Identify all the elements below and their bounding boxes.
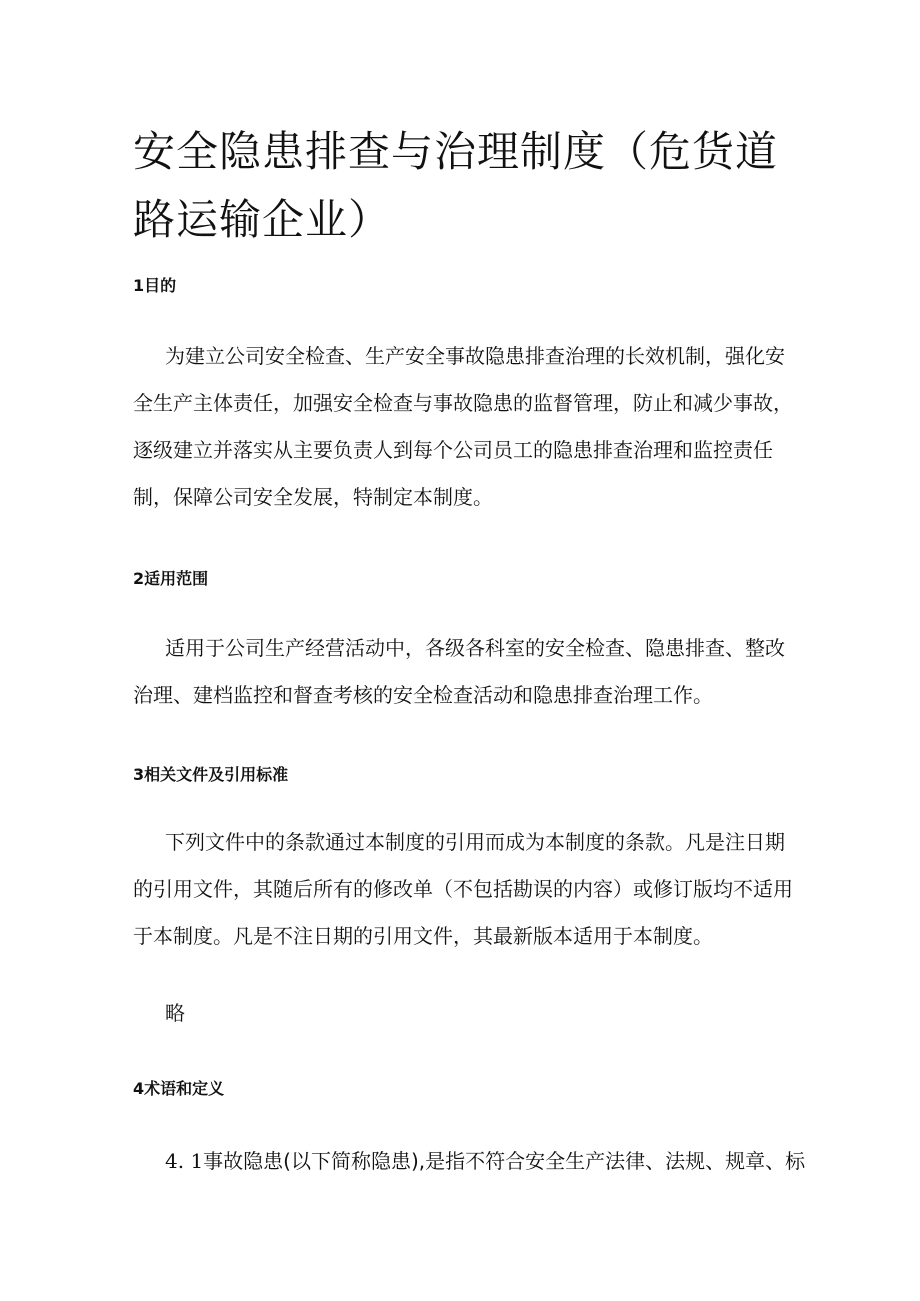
term-definition-text: 事故隐患(以下简称隐患),是指不符合安全生产法律、法规、规章、标: [203, 1149, 806, 1173]
section-heading-terms: 4术语和定义: [133, 1079, 225, 1098]
section-note-references: 略: [165, 1001, 185, 1025]
section-heading-scope: 2适用范围: [133, 569, 209, 588]
section-body-purpose: 为建立公司安全检查、生产安全事故隐患排查治理的长效机制，强化安全生产主体责任，加强安全检查与事故隐患的监督管理，防止和减少事故，逐级建立并落实从主要负责人到每个公司员工的隐患排查治理和监控责任制，保障公司安全发展，特制定本制度。: [133, 344, 793, 509]
section-body-scope: 适用于公司生产经营活动中，各级各科室的安全检查、隐患排查、整改治理、建档监控和督查考核的安全检查活动和隐患排查治理工作。: [133, 636, 785, 707]
document-title: 安全隐患排查与治理制度（危货道路运输企业）: [133, 127, 779, 244]
section-heading-purpose: 1目的: [133, 276, 177, 295]
section-body-references: 下列文件中的条款通过本制度的引用而成为本制度的条款。凡是注日期的引用文件，其随后所有的修改单（不包括勘误的内容）或修订版均不适用于本制度。凡是不注日期的引用文件，其最新版本适用于本制度。: [133, 830, 793, 948]
term-number: 4. 1: [165, 1149, 204, 1173]
term-definition-line: [165, 1148, 805, 1174]
section-heading-references: 3相关文件及引用标准: [133, 765, 289, 784]
